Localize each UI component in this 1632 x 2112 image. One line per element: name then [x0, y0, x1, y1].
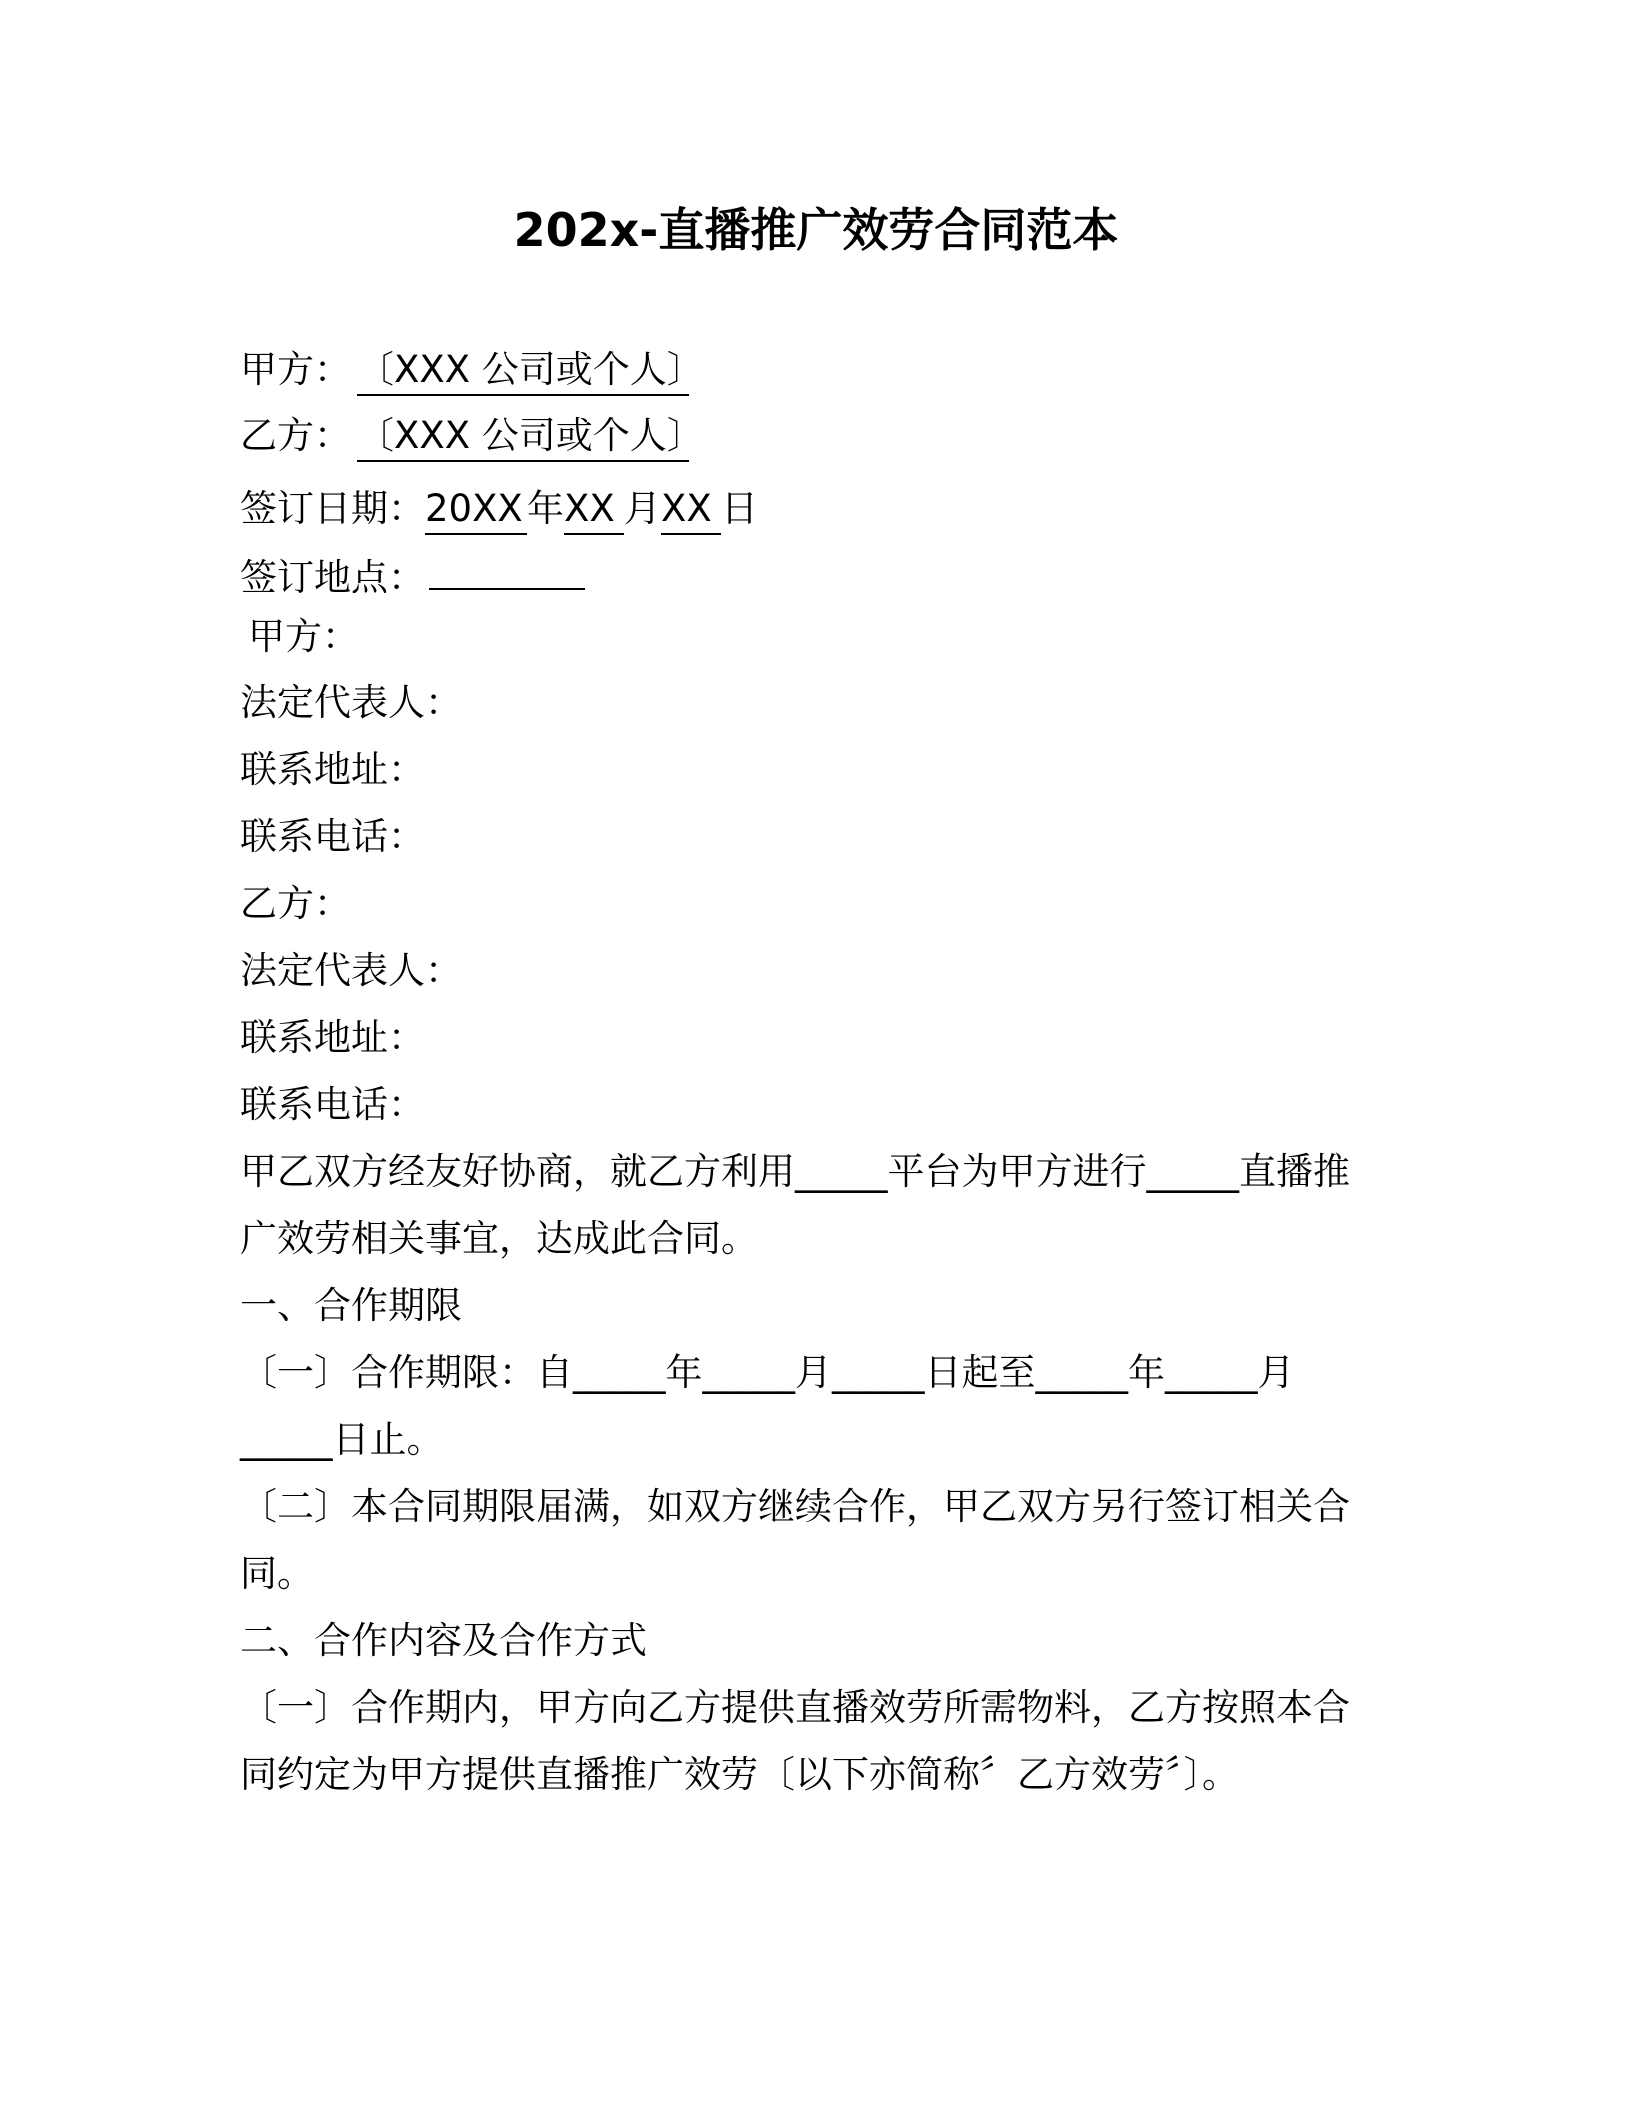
sign-date-month-unit: 月	[624, 487, 661, 530]
sign-date-day: XX	[661, 485, 721, 535]
party-a-address: 联系地址：	[240, 748, 425, 791]
section-2-item-1-line-1: 〔一〕合作期内，甲方向乙方提供直播效劳所需物料，乙方按照本合	[240, 1686, 1350, 1729]
section-1-heading: 一、合作期限	[240, 1284, 462, 1327]
party-b-row	[240, 411, 704, 462]
intro-paragraph-line-1: 甲乙双方经友好协商，就乙方利用_____平台为甲方进行_____直播推	[240, 1150, 1350, 1193]
party-b-address: 联系地址：	[240, 1016, 425, 1059]
sign-date-year-unit: 年	[527, 487, 564, 530]
sign-place-label: 签订地点：	[240, 556, 425, 599]
party-a-phone: 联系电话：	[240, 815, 425, 858]
section-1-item-1-line-2: _____日止。	[240, 1418, 444, 1461]
intro-paragraph-line-2: 广效劳相关事宜，达成此合同。	[240, 1217, 758, 1260]
section-2-heading: 二、合作内容及合作方式	[240, 1619, 647, 1662]
sign-date-label: 签订日期：	[240, 487, 425, 530]
section-2-item-1-line-2: 同约定为甲方提供直播推广效劳〔以下亦简称〞乙方效劳〞〕。	[240, 1753, 1239, 1796]
party-a-row	[240, 345, 704, 396]
party-a-label: 甲方：	[240, 348, 351, 391]
party-b-phone: 联系电话：	[240, 1083, 425, 1126]
sign-date-month: XX	[564, 485, 624, 535]
party-a-legal-rep: 法定代表人：	[240, 681, 462, 724]
party-b-value: 〔XXX 公司或个人〕	[357, 412, 689, 462]
party-a-heading: 甲方：	[248, 615, 359, 658]
section-1-item-2-line-2: 同。	[240, 1552, 314, 1595]
sign-place-blank	[429, 550, 585, 590]
sign-date-year: 20XX	[425, 485, 527, 535]
sign-place-row	[240, 550, 585, 603]
document-title: 202x-直播推广效劳合同范本	[513, 203, 1119, 257]
party-b-legal-rep: 法定代表人：	[240, 949, 462, 992]
sign-date-row	[240, 484, 758, 535]
section-1-item-2-line-1: 〔二〕本合同期限届满，如双方继续合作，甲乙双方另行签订相关合	[240, 1485, 1350, 1528]
sign-date-day-unit: 日	[721, 487, 758, 530]
party-b-heading: 乙方：	[240, 882, 351, 925]
party-b-label: 乙方：	[240, 414, 351, 457]
party-a-value: 〔XXX 公司或个人〕	[357, 346, 689, 396]
section-1-item-1-line-1: 〔一〕合作期限：自_____年_____月_____日起至_____年_____月	[240, 1351, 1295, 1394]
